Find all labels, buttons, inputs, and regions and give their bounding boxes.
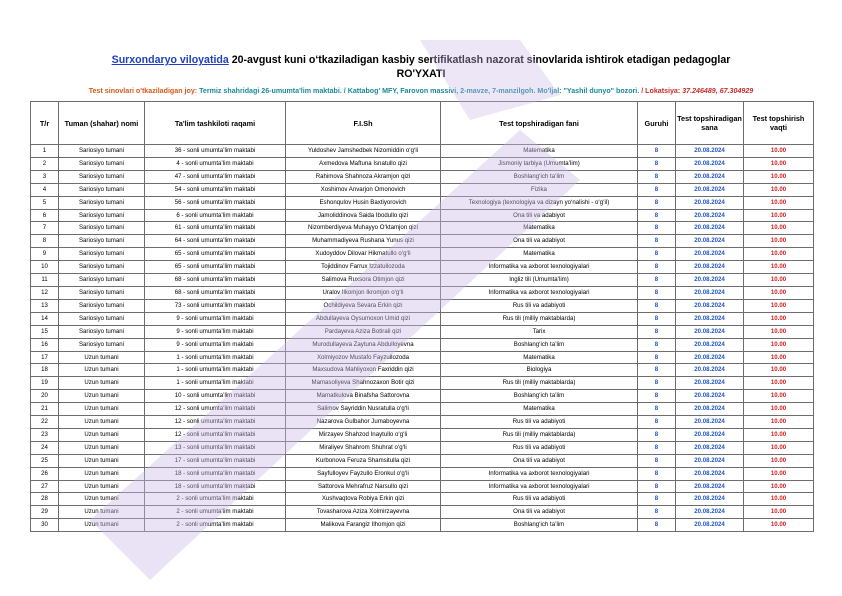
cell-num: 30 [31, 519, 59, 532]
cell-date: 20.08.2024 [676, 312, 744, 325]
cell-district: Sariosiyo tumani [59, 325, 145, 338]
cell-district: Sariosiyo tumani [59, 157, 145, 170]
cell-district: Sariosiyo tumani [59, 286, 145, 299]
cell-time: 10.00 [744, 519, 814, 532]
cell-subject: Ingliz tili (Umumta’lim) [441, 274, 638, 287]
cell-school: 65 - sonli umumta’lim maktabi [145, 261, 286, 274]
cell-date: 20.08.2024 [676, 222, 744, 235]
cell-date: 20.08.2024 [676, 390, 744, 403]
cell-school: 4 - sonli umumta’lim maktabi [145, 157, 286, 170]
cell-num: 15 [31, 325, 59, 338]
cell-date: 20.08.2024 [676, 261, 744, 274]
cell-group: 8 [638, 416, 676, 429]
cell-district: Sariosiyo tumani [59, 196, 145, 209]
table-row [31, 467, 814, 480]
cell-subject: Texnologiya (texnologiya va dizayn yo‘nalishi - o‘g‘il) [441, 196, 638, 209]
cell-fio: Jamoliddinova Saida Ibodullo qizi [286, 209, 441, 222]
cell-group: 8 [638, 506, 676, 519]
col-header-time: Test topshirish vaqti [744, 102, 814, 145]
table-row [31, 286, 814, 299]
cell-school: 56 - sonli umumta’lim maktabi [145, 196, 286, 209]
cell-fio: Salimov Sayriddin Nusratulla o‘g‘li [286, 403, 441, 416]
cell-school: 9 - sonli umumta’lim maktabi [145, 312, 286, 325]
table-header-row [31, 102, 814, 145]
cell-district: Uzun tumani [59, 377, 145, 390]
cell-district: Uzun tumani [59, 403, 145, 416]
cell-date: 20.08.2024 [676, 428, 744, 441]
cell-group: 8 [638, 170, 676, 183]
cell-district: Uzun tumani [59, 390, 145, 403]
cell-subject: Rus tili va adabiyoti [441, 493, 638, 506]
cell-date: 20.08.2024 [676, 467, 744, 480]
cell-subject: Matematika [441, 145, 638, 158]
cell-num: 27 [31, 480, 59, 493]
cell-school: 13 - sonli umumta’lim maktabi [145, 441, 286, 454]
cell-district: Uzun tumani [59, 441, 145, 454]
location-coords: 37.246489, 67.304929 [680, 87, 754, 95]
cell-fio: Mamatkulova Binafsha Sattorovna [286, 390, 441, 403]
cell-subject: Informatika va axborot texnologiyalari [441, 480, 638, 493]
cell-date: 20.08.2024 [676, 248, 744, 261]
table-row [31, 222, 814, 235]
cell-fio: Eshonqulov Husin Baxtiyorovich [286, 196, 441, 209]
cell-time: 10.00 [744, 403, 814, 416]
venue-line [0, 86, 842, 97]
cell-district: Sariosiyo tumani [59, 183, 145, 196]
cell-num: 23 [31, 428, 59, 441]
cell-time: 10.00 [744, 467, 814, 480]
cell-fio: Abdullayeva Oysumoxon Umid qizi [286, 312, 441, 325]
cell-time: 10.00 [744, 274, 814, 287]
cell-subject: Matematika [441, 351, 638, 364]
cell-date: 20.08.2024 [676, 299, 744, 312]
cell-date: 20.08.2024 [676, 403, 744, 416]
cell-time: 10.00 [744, 312, 814, 325]
cell-date: 20.08.2024 [676, 157, 744, 170]
cell-group: 8 [638, 261, 676, 274]
cell-group: 8 [638, 274, 676, 287]
cell-subject: Boshlang‘ich ta’lim [441, 170, 638, 183]
cell-district: Uzun tumani [59, 480, 145, 493]
cell-school: 68 - sonli umumta’lim maktabi [145, 274, 286, 287]
cell-group: 8 [638, 286, 676, 299]
cell-time: 10.00 [744, 170, 814, 183]
cell-district: Sariosiyo tumani [59, 274, 145, 287]
cell-date: 20.08.2024 [676, 338, 744, 351]
cell-num: 7 [31, 222, 59, 235]
cell-time: 10.00 [744, 196, 814, 209]
cell-district: Sariosiyo tumani [59, 312, 145, 325]
table-row [31, 403, 814, 416]
cell-district: Uzun tumani [59, 506, 145, 519]
cell-fio: Maxsudova Mahliyoxon Faxriddin qizi [286, 364, 441, 377]
cell-subject: Informatika va axborot texnologiyalari [441, 286, 638, 299]
cell-group: 8 [638, 480, 676, 493]
cell-num: 17 [31, 351, 59, 364]
table-row [31, 428, 814, 441]
cell-fio: Kurbonova Feruza Shamsitulla qizi [286, 454, 441, 467]
cell-date: 20.08.2024 [676, 183, 744, 196]
table-row [31, 454, 814, 467]
cell-school: 2 - sonli umumta’lim maktabi [145, 506, 286, 519]
col-header-subject: Test topshiradigan fani [441, 102, 638, 145]
cell-subject: Ona tili va adabiyot [441, 235, 638, 248]
cell-num: 21 [31, 403, 59, 416]
cell-fio: Axmedova Maftuna Isnatullo qizi [286, 157, 441, 170]
cell-fio: Uralov Ilkomjon Ikromjon o‘g‘li [286, 286, 441, 299]
cell-subject: Boshlang‘ich ta’lim [441, 519, 638, 532]
cell-date: 20.08.2024 [676, 235, 744, 248]
cell-district: Sariosiyo tumani [59, 209, 145, 222]
cell-date: 20.08.2024 [676, 351, 744, 364]
cell-group: 8 [638, 222, 676, 235]
cell-district: Sariosiyo tumani [59, 235, 145, 248]
cell-num: 3 [31, 170, 59, 183]
cell-time: 10.00 [744, 364, 814, 377]
cell-school: 17 - sonli umumta’lim maktabi [145, 454, 286, 467]
cell-time: 10.00 [744, 261, 814, 274]
cell-time: 10.00 [744, 506, 814, 519]
cell-group: 8 [638, 325, 676, 338]
cell-time: 10.00 [744, 157, 814, 170]
cell-subject: Informatika va axborot texnologiyalari [441, 467, 638, 480]
table-row [31, 351, 814, 364]
cell-fio: Xushvaqtova Robiya Erkin qizi [286, 493, 441, 506]
table-row [31, 299, 814, 312]
cell-time: 10.00 [744, 145, 814, 158]
cell-subject: Rus tili va adabiyoti [441, 299, 638, 312]
cell-group: 8 [638, 209, 676, 222]
cell-subject: Biologiya [441, 364, 638, 377]
cell-group: 8 [638, 235, 676, 248]
cell-group: 8 [638, 441, 676, 454]
cell-subject: Matematika [441, 403, 638, 416]
cell-num: 14 [31, 312, 59, 325]
cell-fio: Muhammadiyeva Rushana Yunus qizi [286, 235, 441, 248]
cell-district: Sariosiyo tumani [59, 299, 145, 312]
col-header-num: T/r [31, 102, 59, 145]
cell-fio: Murodullayeva Zaytuna Abdulloyevna [286, 338, 441, 351]
cell-fio: Miraliyev Shahrom Shuhrat o‘g‘li [286, 441, 441, 454]
cell-school: 65 - sonli umumta’lim maktabi [145, 248, 286, 261]
cell-fio: Xudoyddov Dilovar Hikmatullo o‘g‘li [286, 248, 441, 261]
cell-district: Sariosiyo tumani [59, 145, 145, 158]
cell-district: Sariosiyo tumani [59, 338, 145, 351]
cell-school: 36 - sonli umumta’lim maktabi [145, 145, 286, 158]
cell-district: Uzun tumani [59, 416, 145, 429]
cell-time: 10.00 [744, 248, 814, 261]
cell-school: 2 - sonli umumta’lim maktabi [145, 519, 286, 532]
cell-school: 12 - sonli umumta’lim maktabi [145, 416, 286, 429]
cell-subject: Rus tili va adabiyoti [441, 416, 638, 429]
cell-date: 20.08.2024 [676, 170, 744, 183]
cell-num: 5 [31, 196, 59, 209]
cell-school: 12 - sonli umumta’lim maktabi [145, 428, 286, 441]
cell-school: 1 - sonli umumta’lim maktabi [145, 377, 286, 390]
cell-fio: Yuldoshev Jamshedbek Nizomiddin o‘g‘li [286, 145, 441, 158]
cell-num: 25 [31, 454, 59, 467]
table-row [31, 493, 814, 506]
cell-district: Uzun tumani [59, 493, 145, 506]
cell-fio: Rahimova Shahnoza Akramjon qizi [286, 170, 441, 183]
cell-fio: Nazarova Gulbahor Jumaboyevna [286, 416, 441, 429]
cell-time: 10.00 [744, 235, 814, 248]
region-name: Surxondaryo viloyatida [111, 54, 229, 66]
cell-time: 10.00 [744, 209, 814, 222]
table-row [31, 248, 814, 261]
cell-time: 10.00 [744, 351, 814, 364]
cell-school: 9 - sonli umumta’lim maktabi [145, 325, 286, 338]
cell-group: 8 [638, 364, 676, 377]
cell-subject: Informatika va axborot texnologiyalari [441, 261, 638, 274]
cell-group: 8 [638, 390, 676, 403]
table-row [31, 274, 814, 287]
cell-school: 6 - sonli umumta’lim maktabi [145, 209, 286, 222]
cell-group: 8 [638, 157, 676, 170]
cell-num: 4 [31, 183, 59, 196]
cell-time: 10.00 [744, 222, 814, 235]
table-row [31, 183, 814, 196]
cell-num: 12 [31, 286, 59, 299]
cell-subject: Ona tili va adabiyot [441, 209, 638, 222]
cell-fio: Xoshimov Anvarjon Omonovich [286, 183, 441, 196]
cell-subject: Rus tili (milliy maktablarda) [441, 428, 638, 441]
location-label: / Lokatsiya: [639, 87, 681, 95]
cell-fio: Malikova Farangiz Ilhomjon qizi [286, 519, 441, 532]
cell-time: 10.00 [744, 480, 814, 493]
cell-group: 8 [638, 196, 676, 209]
table-body [31, 145, 814, 532]
cell-num: 1 [31, 145, 59, 158]
cell-time: 10.00 [744, 183, 814, 196]
cell-num: 11 [31, 274, 59, 287]
cell-date: 20.08.2024 [676, 416, 744, 429]
table-row [31, 145, 814, 158]
cell-group: 8 [638, 519, 676, 532]
table-row [31, 325, 814, 338]
cell-group: 8 [638, 338, 676, 351]
cell-subject: Tarix [441, 325, 638, 338]
cell-group: 8 [638, 351, 676, 364]
cell-date: 20.08.2024 [676, 364, 744, 377]
cell-fio: Mamasoliyeva Shahnozaxon Botir qizi [286, 377, 441, 390]
col-header-school: Ta'lim tashkiloti raqami [145, 102, 286, 145]
cell-date: 20.08.2024 [676, 454, 744, 467]
cell-fio: Mirzayev Shahzod Inaytullo o‘g‘li [286, 428, 441, 441]
cell-date: 20.08.2024 [676, 519, 744, 532]
cell-date: 20.08.2024 [676, 480, 744, 493]
cell-time: 10.00 [744, 441, 814, 454]
cell-group: 8 [638, 454, 676, 467]
table-row [31, 519, 814, 532]
table-row [31, 390, 814, 403]
document-subtitle: RO'YXATI [396, 68, 446, 80]
cell-district: Uzun tumani [59, 364, 145, 377]
cell-district: Uzun tumani [59, 428, 145, 441]
cell-num: 16 [31, 338, 59, 351]
cell-num: 26 [31, 467, 59, 480]
table-row [31, 170, 814, 183]
cell-district: Uzun tumani [59, 519, 145, 532]
cell-group: 8 [638, 377, 676, 390]
cell-group: 8 [638, 493, 676, 506]
cell-time: 10.00 [744, 454, 814, 467]
col-header-district: Tuman (shahar) nomi [59, 102, 145, 145]
cell-date: 20.08.2024 [676, 377, 744, 390]
table-row [31, 312, 814, 325]
cell-num: 20 [31, 390, 59, 403]
cell-school: 61 - sonli umumta’lim maktabi [145, 222, 286, 235]
cell-school: 18 - sonli umumta’lim maktabi [145, 480, 286, 493]
cell-school: 9 - sonli umumta’lim maktabi [145, 338, 286, 351]
cell-num: 24 [31, 441, 59, 454]
cell-group: 8 [638, 299, 676, 312]
cell-fio: Ochildiyeva Sevara Erkin qizi [286, 299, 441, 312]
cell-group: 8 [638, 183, 676, 196]
cell-num: 28 [31, 493, 59, 506]
col-header-group: Guruhi [638, 102, 676, 145]
cell-date: 20.08.2024 [676, 145, 744, 158]
cell-group: 8 [638, 403, 676, 416]
table-row [31, 157, 814, 170]
cell-date: 20.08.2024 [676, 209, 744, 222]
cell-school: 54 - sonli umumta’lim maktabi [145, 183, 286, 196]
cell-fio: Sattorova Mehrafruz Narsullo qizi [286, 480, 441, 493]
cell-group: 8 [638, 428, 676, 441]
table-row [31, 196, 814, 209]
cell-fio: Xolmiyozov Mustafo Fayzullozoda [286, 351, 441, 364]
cell-num: 19 [31, 377, 59, 390]
cell-subject: Boshlang‘ich ta’lim [441, 390, 638, 403]
document-title [0, 54, 842, 67]
col-header-date: Test topshiradigan sana [676, 102, 744, 145]
cell-subject: Matematika [441, 222, 638, 235]
cell-subject: Jismoniy tarbiya (Umumta’lim) [441, 157, 638, 170]
cell-time: 10.00 [744, 377, 814, 390]
cell-time: 10.00 [744, 428, 814, 441]
cell-subject: Matematika [441, 248, 638, 261]
cell-school: 10 - sonli umumta’lim maktabi [145, 390, 286, 403]
cell-school: 18 - sonli umumta’lim maktabi [145, 467, 286, 480]
cell-num: 2 [31, 157, 59, 170]
cell-num: 8 [31, 235, 59, 248]
cell-group: 8 [638, 467, 676, 480]
cell-district: Sariosiyo tumani [59, 261, 145, 274]
cell-subject: Ona tili va adabiyot [441, 506, 638, 519]
document-header [0, 54, 842, 81]
cell-num: 18 [31, 364, 59, 377]
table-row [31, 441, 814, 454]
cell-district: Sariosiyo tumani [59, 248, 145, 261]
cell-time: 10.00 [744, 286, 814, 299]
cell-fio: Tojiddinov Farrux Izzatullozoda [286, 261, 441, 274]
cell-subject: Rus tili (milliy maktablarda) [441, 312, 638, 325]
venue-address: Termiz shahridagi 26-umumta'lim maktabi. / Kattabog' MFY, Farovon massivi, 2-mavze, 7-manzilgoh. Mo'ljal: "Yashil dunyo" bozori. [197, 87, 640, 95]
cell-group: 8 [638, 312, 676, 325]
cell-district: Uzun tumani [59, 467, 145, 480]
venue-label: Test sinovlari o'tkaziladigan joy: [88, 87, 198, 95]
cell-num: 22 [31, 416, 59, 429]
cell-num: 10 [31, 261, 59, 274]
cell-school: 12 - sonli umumta’lim maktabi [145, 403, 286, 416]
cell-subject: Fizika [441, 183, 638, 196]
cell-date: 20.08.2024 [676, 506, 744, 519]
cell-date: 20.08.2024 [676, 274, 744, 287]
cell-num: 6 [31, 209, 59, 222]
cell-fio: Pardayeva Aziza Botirali qizi [286, 325, 441, 338]
cell-num: 13 [31, 299, 59, 312]
cell-num: 9 [31, 248, 59, 261]
cell-school: 64 - sonli umumta’lim maktabi [145, 235, 286, 248]
cell-group: 8 [638, 145, 676, 158]
cell-fio: Salimova Ruxsora Otimjon qizi [286, 274, 441, 287]
cell-school: 68 - sonli umumta’lim maktabi [145, 286, 286, 299]
cell-group: 8 [638, 248, 676, 261]
table-row [31, 377, 814, 390]
cell-school: 2 - sonli umumta’lim maktabi [145, 493, 286, 506]
cell-date: 20.08.2024 [676, 325, 744, 338]
cell-district: Sariosiyo tumani [59, 170, 145, 183]
cell-district: Sariosiyo tumani [59, 222, 145, 235]
table-row [31, 416, 814, 429]
cell-time: 10.00 [744, 325, 814, 338]
cell-school: 1 - sonli umumta’lim maktabi [145, 364, 286, 377]
cell-num: 29 [31, 506, 59, 519]
cell-school: 73 - sonli umumta’lim maktabi [145, 299, 286, 312]
title-text: 20-avgust kuni o‘tkaziladigan kasbiy sertifikatlash nazorat sinovlarida ishtirok etadigan pedagoglar [228, 54, 731, 66]
table-row [31, 209, 814, 222]
col-header-fio: F.I.Sh [286, 102, 441, 145]
table-row [31, 364, 814, 377]
cell-district: Uzun tumani [59, 351, 145, 364]
table-row [31, 480, 814, 493]
cell-time: 10.00 [744, 493, 814, 506]
cell-time: 10.00 [744, 299, 814, 312]
participants-table [30, 101, 814, 532]
cell-school: 47 - sonli umumta’lim maktabi [145, 170, 286, 183]
cell-time: 10.00 [744, 338, 814, 351]
cell-date: 20.08.2024 [676, 493, 744, 506]
cell-date: 20.08.2024 [676, 286, 744, 299]
cell-time: 10.00 [744, 390, 814, 403]
cell-date: 20.08.2024 [676, 441, 744, 454]
table-row [31, 261, 814, 274]
cell-school: 1 - sonli umumta’lim maktabi [145, 351, 286, 364]
table-row [31, 338, 814, 351]
cell-fio: Nizomberdiyeva Muhayyo O‘ktamjon qizi [286, 222, 441, 235]
cell-date: 20.08.2024 [676, 196, 744, 209]
table-row [31, 506, 814, 519]
cell-fio: Tovasharova Aziza Xolmirzayevna [286, 506, 441, 519]
cell-fio: Sayfulloyev Fayzullo Eronkul o‘g‘li [286, 467, 441, 480]
cell-subject: Rus tili va adabiyoti [441, 441, 638, 454]
cell-subject: Ona tili va adabiyot [441, 454, 638, 467]
table-row [31, 235, 814, 248]
cell-subject: Rus tili (milliy maktablarda) [441, 377, 638, 390]
cell-subject: Boshlang‘ich ta’lim [441, 338, 638, 351]
cell-time: 10.00 [744, 416, 814, 429]
cell-district: Uzun tumani [59, 454, 145, 467]
